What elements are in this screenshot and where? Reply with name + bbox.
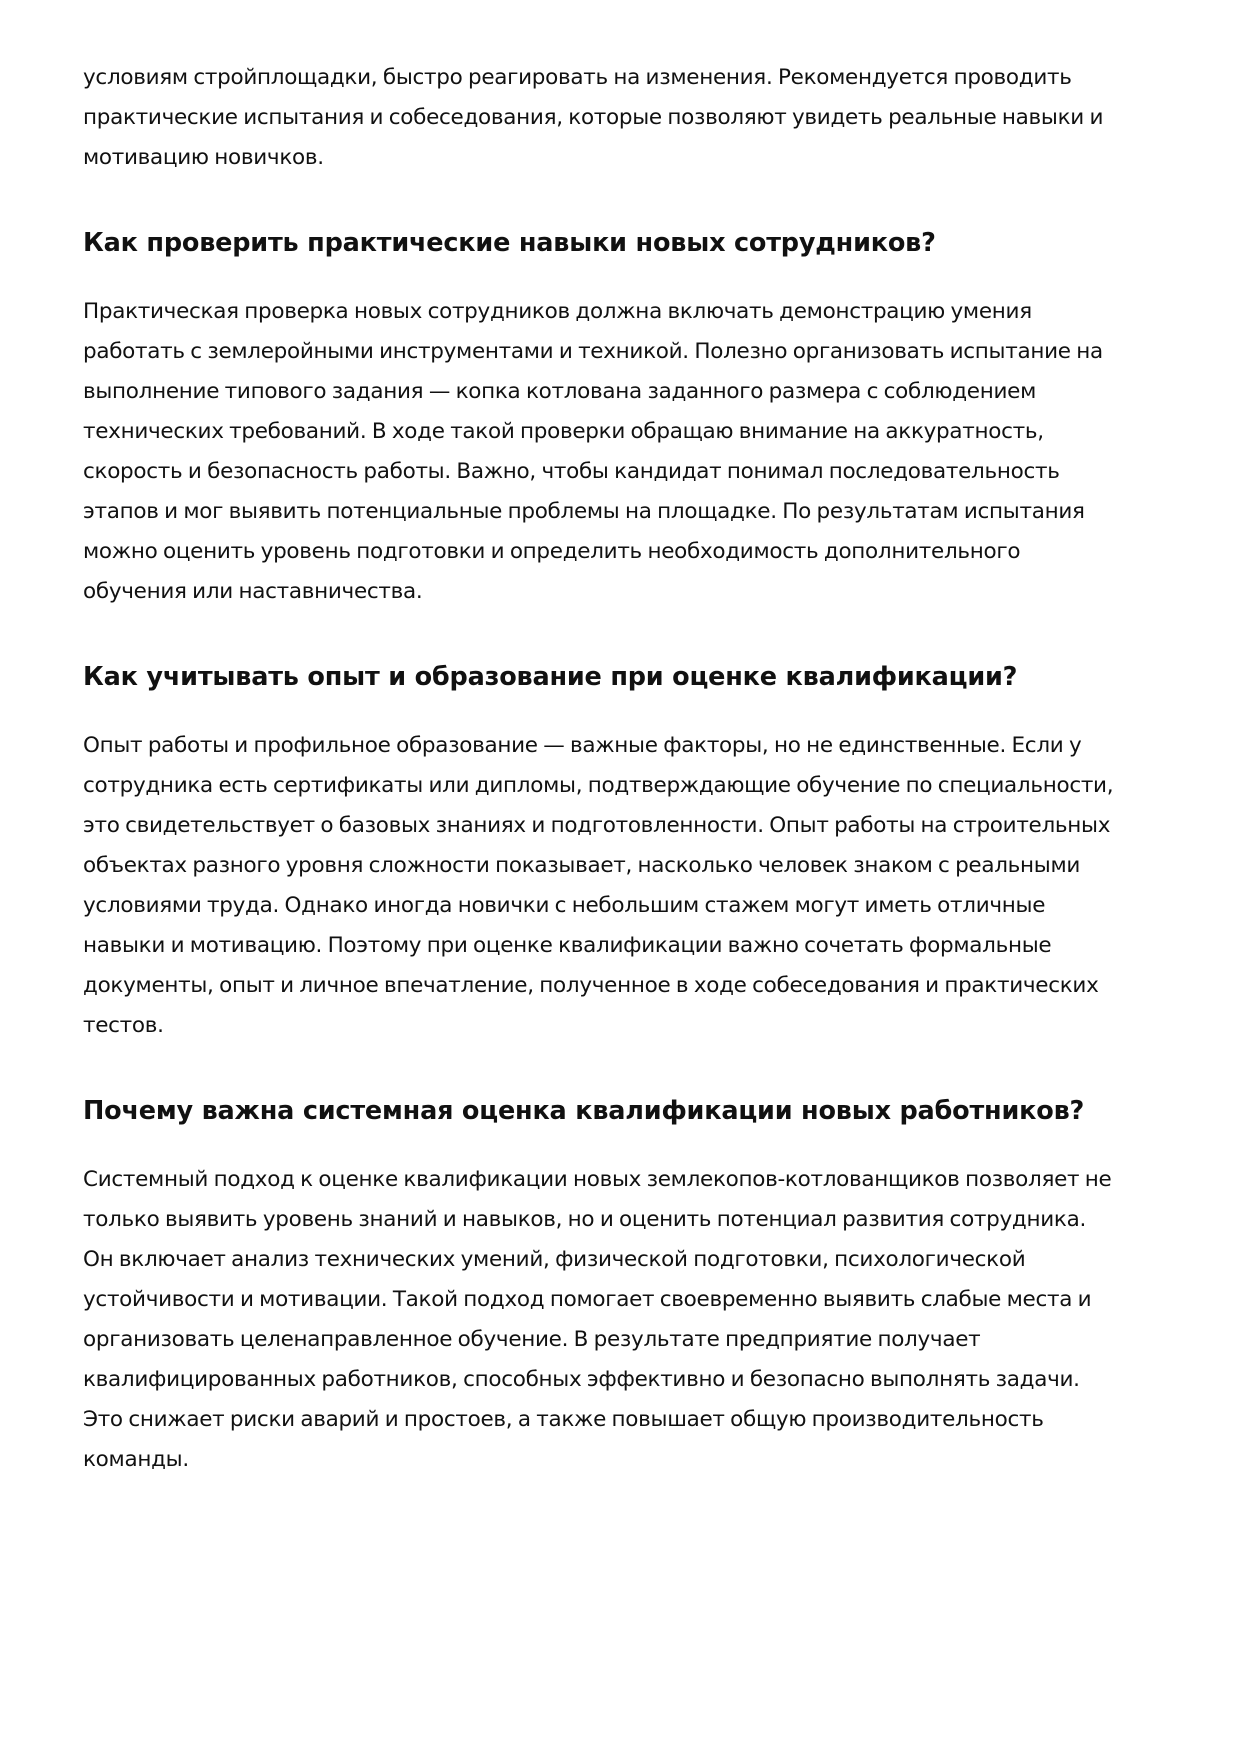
section-paragraph-experience-education [83,726,1173,1046]
text-line: организовать целенаправленное обучение. В результате предприятие получает [83,1327,981,1352]
text-line: сотрудника есть сертификаты или дипломы, подтверждающие обучение по специальности, [83,773,1114,798]
text-line: условиями труда. Однако иногда новички с небольшим стажем могут иметь отличные [83,893,1046,918]
intro-paragraph [83,58,1173,178]
section-heading-practical-skills: Как проверить практические навыки новых сотрудников? [83,228,936,258]
section-heading-experience-education: Как учитывать опыт и образование при оценке квалификации? [83,662,1018,692]
text-line: Это снижает риски аварий и простоев, а также повышает общую производительность [83,1407,1044,1432]
text-line: команды. [83,1447,189,1472]
text-line: это свидетельствует о базовых знаниях и подготовленности. Опыт работы на строительных [83,813,1111,838]
document-page [83,58,1173,1480]
text-line: работать с землеройными инструментами и техникой. Полезно организовать испытание на [83,339,1103,364]
text-line: только выявить уровень знаний и навыков, но и оценить потенциал развития сотрудника. [83,1207,1087,1232]
text-line: обучения или наставничества. [83,579,423,604]
text-line: навыки и мотивацию. Поэтому при оценке квалификации важно сочетать формальные [83,933,1052,958]
text-line: этапов и мог выявить потенциальные проблемы на площадке. По результатам испытания [83,499,1085,524]
text-line: условиям стройплощадки, быстро реагировать на изменения. Рекомендуется проводить [83,65,1072,90]
text-line: тестов. [83,1013,164,1038]
text-line: объектах разного уровня сложности показывает, насколько человек знаком с реальными [83,853,1081,878]
text-line: Практическая проверка новых сотрудников должна включать демонстрацию умения [83,299,1032,324]
text-line: Он включает анализ технических умений, физической подготовки, психологической [83,1247,1026,1272]
section-heading-systematic-assessment: Почему важна системная оценка квалификации новых работников? [83,1096,1085,1126]
text-line: практические испытания и собеседования, которые позволяют увидеть реальные навыки и [83,105,1104,130]
text-line: можно оценить уровень подготовки и определить необходимость дополнительного [83,539,1021,564]
text-line: выполнение типового задания — копка котлована заданного размера с соблюдением [83,379,1036,404]
text-line: Опыт работы и профильное образование — важные факторы, но не единственные. Если у [83,733,1082,758]
text-line: Системный подход к оценке квалификации новых землекопов-котлованщиков позволяет не [83,1167,1112,1192]
text-line: скорость и безопасность работы. Важно, чтобы кандидат понимал последовательность [83,459,1060,484]
text-line: технических требований. В ходе такой проверки обращаю внимание на аккуратность, [83,419,1044,444]
text-line: мотивацию новичков. [83,145,324,170]
section-paragraph-practical-skills [83,292,1173,612]
text-line: документы, опыт и личное впечатление, полученное в ходе собеседования и практических [83,973,1099,998]
text-line: квалифицированных работников, способных эффективно и безопасно выполнять задачи. [83,1367,1080,1392]
section-paragraph-systematic-assessment [83,1160,1173,1480]
text-line: устойчивости и мотивации. Такой подход помогает своевременно выявить слабые места и [83,1287,1092,1312]
